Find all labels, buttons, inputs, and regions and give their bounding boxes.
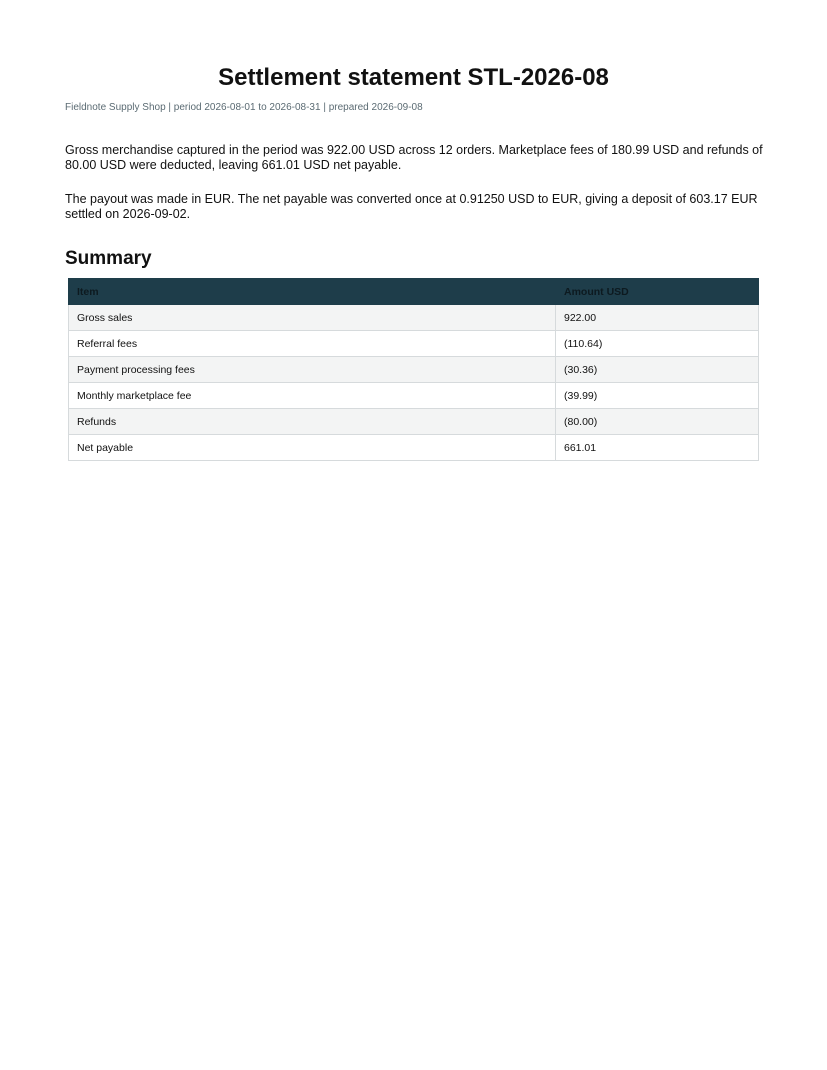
row-item-cell: Payment processing fees: [69, 357, 556, 383]
table-row: [69, 409, 759, 435]
statement-meta: Fieldnote Supply Shop | period 2026-08-01 to 2026-08-31 | prepared 2026-09-08: [65, 102, 423, 113]
row-amount-cell: (110.64): [556, 331, 759, 357]
row-amount-cell: (80.00): [556, 409, 759, 435]
row-amount-cell: (39.99): [556, 383, 759, 409]
table-row: [69, 357, 759, 383]
row-amount-cell: (30.36): [556, 357, 759, 383]
summary-paragraph-payout: The payout was made in EUR. The net payable was converted once at 0.91250 USD to EUR, giving a deposit of 603.17 EUR settled on 2026-09-02.: [65, 192, 758, 221]
page-title: Settlement statement STL-2026-08: [218, 64, 609, 91]
table-row: [69, 435, 759, 461]
row-item-cell: Refunds: [69, 409, 556, 435]
row-item-cell: Monthly marketplace fee: [69, 383, 556, 409]
row-item-cell: Referral fees: [69, 331, 556, 357]
row-amount-cell: 922.00: [556, 305, 759, 331]
table-row: [69, 331, 759, 357]
row-item-cell: Net payable: [69, 435, 556, 461]
column-header-amount: Amount USD: [556, 279, 759, 305]
summary-paragraph-gross: Gross merchandise captured in the period was 922.00 USD across 12 orders. Marketplace fees of 180.99 USD and refunds of 80.00 USD were deducted, leaving 661.01 USD net payable.: [65, 143, 763, 172]
column-header-item: Item: [69, 279, 556, 305]
row-item-cell: Gross sales: [69, 305, 556, 331]
table-header-row: [69, 279, 759, 305]
table-row: [69, 305, 759, 331]
table-row: [69, 383, 759, 409]
section-heading-summary: Summary: [65, 248, 152, 269]
row-amount-cell: 661.01: [556, 435, 759, 461]
summary-table: [68, 278, 759, 461]
